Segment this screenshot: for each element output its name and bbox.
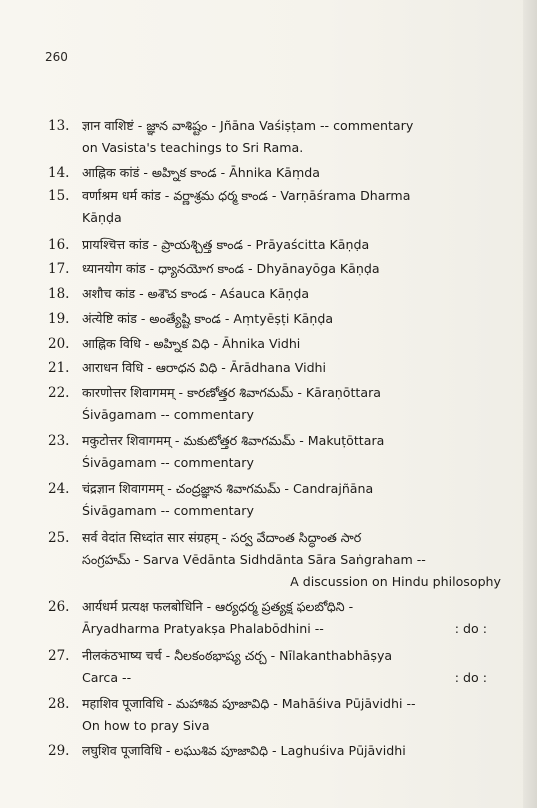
entry-line: वर्णाश्रम धर्म कांड - వర్ణాశ్రమ ధర్మ కాండ - Varṇāśrama Dharma bbox=[82, 188, 411, 203]
entry-number: 17. bbox=[48, 261, 70, 277]
entry-number: 15. bbox=[48, 188, 70, 204]
entry-number: 19. bbox=[48, 311, 70, 327]
entry-line: : do : bbox=[454, 670, 487, 685]
entry-line: कारणोत्तर शिवागमम् - కారణోత్తర శివాగమమ్ - Kāraṇōttara bbox=[82, 385, 381, 400]
page-number: 260 bbox=[45, 50, 68, 64]
entry-line: अंत्येष्टि कांड - అంత్యేష్టి కాండ - Aṃtyēṣṭi Kāṇḍa bbox=[82, 311, 334, 326]
entry-line: नीलकंठभाष्य चर्च - నీలకంఠభాష్య చర్చ - Nīlakanthabhāṣya bbox=[82, 648, 393, 663]
entry-number: 21. bbox=[48, 360, 70, 376]
entry-line: on Vasista's teachings to Sri Rama. bbox=[82, 140, 304, 155]
entry-number: 28. bbox=[48, 696, 70, 712]
entry-line: आह्निक विधि - అహ్నిక విధి - Āhnika Vidhi bbox=[82, 336, 301, 351]
entry-line: ज्ञान वाशिष्टं - జ్ఞాన వాశిష్టం - Jñāna Vaśiṣṭam -- commentary bbox=[82, 118, 414, 133]
entry-number: 29. bbox=[48, 743, 70, 759]
entry-number: 20. bbox=[48, 336, 70, 352]
entry-line: : do : bbox=[454, 621, 487, 636]
entry-line: आह्निक कांडं - అహ్నిక కాండ - Āhnika Kāṃda bbox=[82, 165, 320, 180]
entry-line: A discussion on Hindu philosophy bbox=[290, 574, 501, 589]
entry-number: 24. bbox=[48, 481, 70, 497]
entry-line: Śivāgamam -- commentary bbox=[82, 503, 254, 518]
entry-line: आराधन विधि - ఆరాధన విధి - Ārādhana Vidhi bbox=[82, 360, 327, 375]
entry-number: 13. bbox=[48, 118, 70, 134]
entry-number: 22. bbox=[48, 385, 70, 401]
entry-number: 23. bbox=[48, 433, 70, 449]
entry-number: 14. bbox=[48, 165, 70, 181]
entry-line: सर्व वेदांत सिध्दांत सार संग्रहम् - సర్వ వేదాంత సిద్ధాంత సార bbox=[82, 530, 362, 545]
entry-number: 25. bbox=[48, 530, 70, 546]
entry-line: Śivāgamam -- commentary bbox=[82, 455, 254, 470]
entry-line: సంగ్రహమ్ - Sarva Vēdānta Sidhdānta Sāra Saṅgraham -- bbox=[82, 552, 426, 567]
entry-line: मकुटोत्तर शिवागमम् - మకుటోత్తర శివాగమమ్ - Makuṭōttara bbox=[82, 433, 385, 448]
entry-line: On how to pray Siva bbox=[82, 718, 210, 733]
entry-line: आर्यधर्म प्रत्यक्ष फलबोधिनि - ఆర్యధర్మ ప్రత్యక్ష ఫలబోధిని - bbox=[82, 599, 354, 614]
entry-line: Kāṇḍa bbox=[82, 210, 122, 225]
entry-line: Carca -- bbox=[82, 670, 132, 685]
entry-line: Āryadharma Pratyakṣa Phalabōdhini -- bbox=[82, 621, 324, 636]
entry-number: 26. bbox=[48, 599, 70, 615]
entry-line: Śivāgamam -- commentary bbox=[82, 407, 254, 422]
entry-line: अशौच कांड - అశౌచ కాండ - Aśauca Kāṇḍa bbox=[82, 286, 310, 301]
entry-number: 16. bbox=[48, 237, 70, 253]
entry-line: ध्यानयोग कांड - ధ్యానయోగ కాండ - Dhyānayōga Kāṇḍa bbox=[82, 261, 380, 276]
entry-number: 27. bbox=[48, 648, 70, 664]
entry-line: लघुशिव पूजाविधि - లఘుశివ పూజావిధి - Laghuśiva Pūjāvidhi bbox=[82, 743, 406, 758]
entry-line: प्रायश्चित्त कांड - ప్రాయశ్చిత్త కాండ - Prāyaścitta Kāṇḍa bbox=[82, 237, 370, 252]
entry-number: 18. bbox=[48, 286, 70, 302]
entry-line: महाशिव पूजाविधि - మహాశివ పూజావిధి - Mahāśiva Pūjāvidhi -- bbox=[82, 696, 416, 711]
entry-line: चंद्रज्ञान शिवागमम् - చంద్రజ్ఞాన శివాగమమ్ - Candrajñāna bbox=[82, 481, 374, 496]
page-edge bbox=[523, 0, 537, 808]
